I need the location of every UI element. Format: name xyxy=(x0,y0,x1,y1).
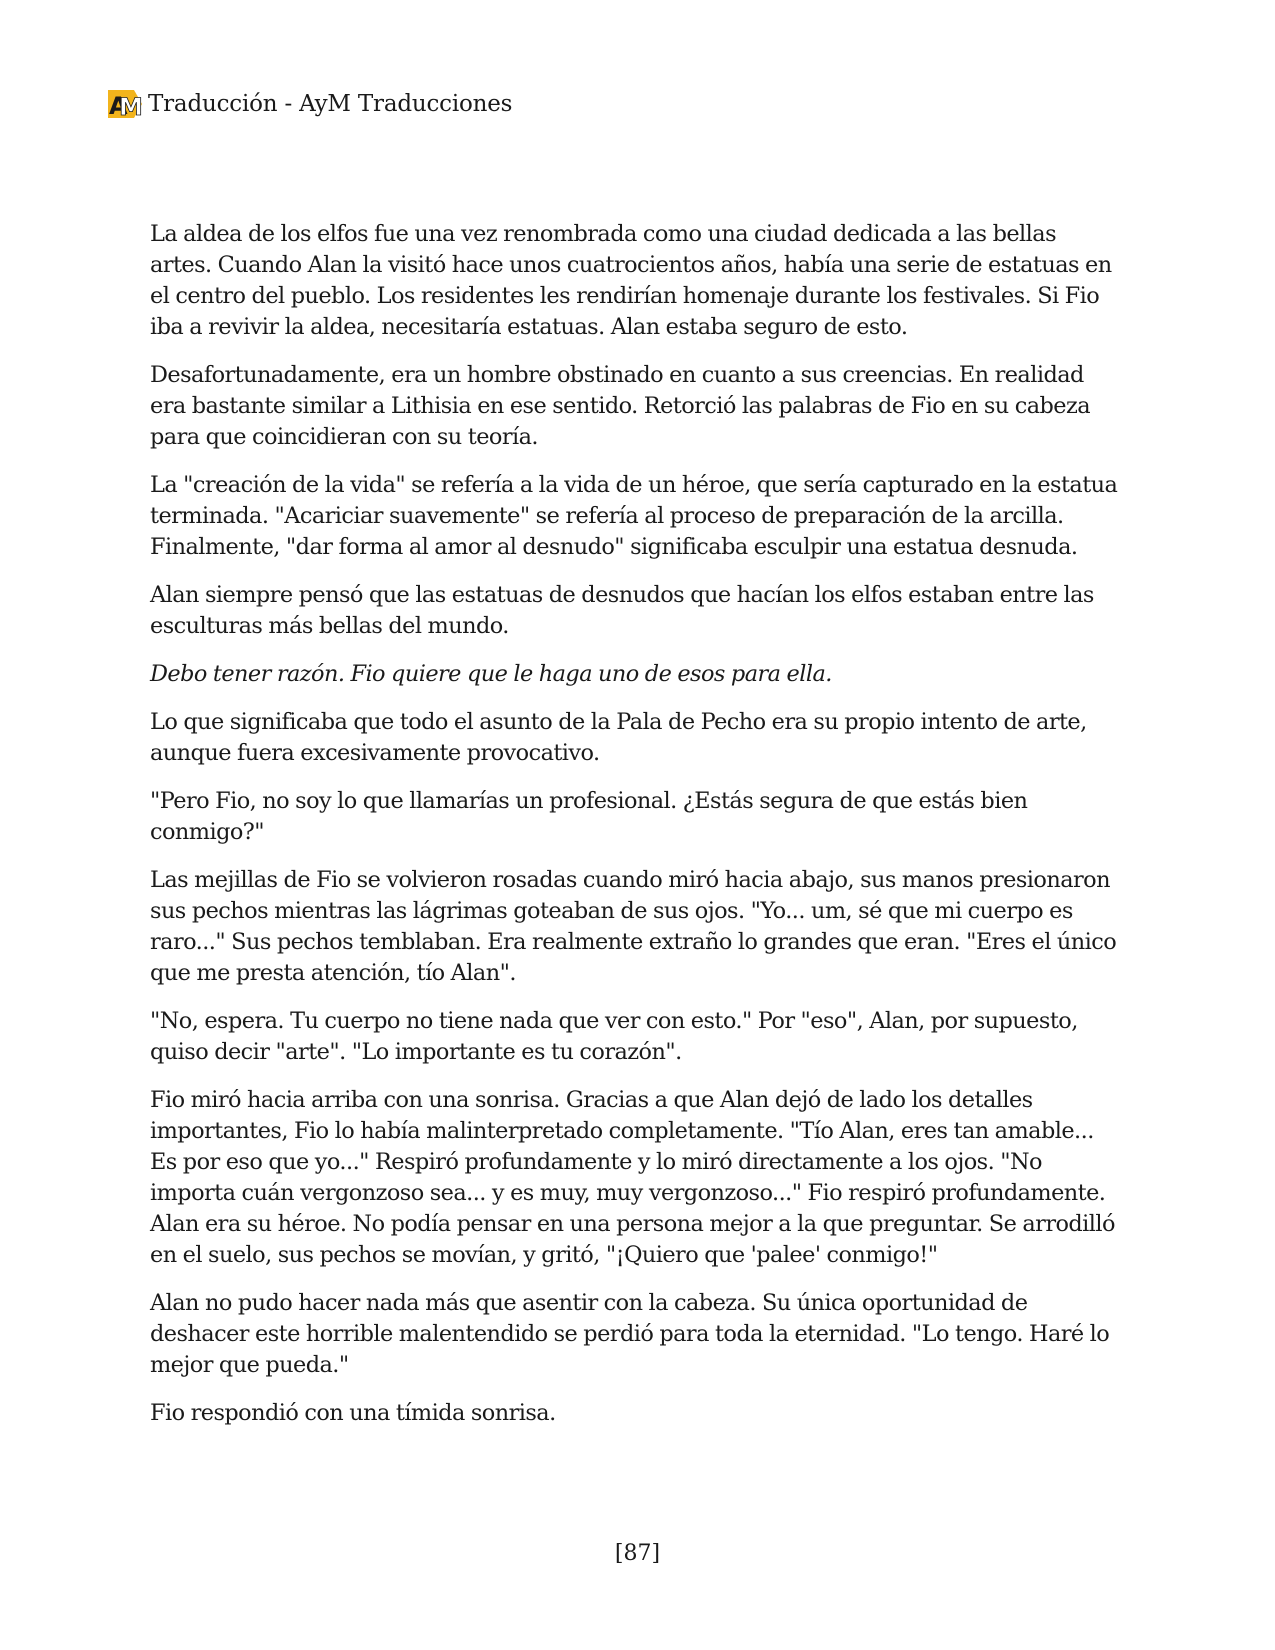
paragraph: La "creación de la vida" se refería a la vida de un héroe, que sería capturado en la estatua terminada. "Acariciar suavemente" se refería al proceso de preparación de la arcilla. Finalmente, "dar forma al amor al desnudo" significaba esculpir una estatua desnuda. xyxy=(150,472,1118,560)
paragraph: Las mejillas de Fio se volvieron rosadas cuando miró hacia abajo, sus manos presionaron sus pechos mientras las lágrimas goteaban de sus ojos. "Yo... um, sé que mi cuerpo es raro..." Sus pechos temblaban. Era realmente extraño lo grandes que eran. "Eres el único que me presta atención, tío Alan". xyxy=(150,867,1117,986)
page-body xyxy=(150,219,1122,1446)
paragraph: "No, espera. Tu cuerpo no tiene nada que ver con esto." Por "eso", Alan, por supuesto, quiso decir "arte". "Lo importante es tu corazón". xyxy=(150,1008,1078,1065)
paragraph: La aldea de los elfos fue una vez renombrada como una ciudad dedicada a las bellas artes. Cuando Alan la visitó hace unos cuatrocientos años, había una serie de estatuas en el centro del pueblo. Los residentes les rendirían homenaje durante los festivales. Si Fio iba a revivir la aldea, necesitaría estatuas. Alan estaba seguro de esto. xyxy=(150,221,1112,340)
aym-logo-icon xyxy=(104,88,144,120)
paragraph: Alan no pudo hacer nada más que asentir con la cabeza. Su única oportunidad de deshacer este horrible malentendido se perdió para toda la eternidad. "Lo tengo. Haré lo mejor que pueda." xyxy=(150,1290,1110,1378)
italic-thought-paragraph: Debo tener razón. Fio quiere que le haga uno de esos para ella. xyxy=(150,661,832,687)
paragraph: Alan siempre pensó que las estatuas de desnudos que hacían los elfos estaban entre las esculturas más bellas del mundo. xyxy=(150,582,1094,639)
paragraph: Fio miró hacia arriba con una sonrisa. Gracias a que Alan dejó de lado los detalles importantes, Fio lo había malinterpretado completamente. "Tío Alan, eres tan amable... Es por eso que yo..." Respiró profundamente y lo miró directamente a los ojos. "No importa cuán vergonzoso sea... y es muy, muy vergonzoso..." Fio respiró profundamente. Alan era su héroe. No podía pensar en una persona mejor a la que preguntar. Se arrodilló en el suelo, sus pechos se movían, y gritó, "¡Quiero que 'palee' conmigo!" xyxy=(150,1087,1115,1268)
header-title: Traducción - AyM Traducciones xyxy=(148,91,513,117)
paragraph: Lo que significaba que todo el asunto de la Pala de Pecho era su propio intento de arte, aunque fuera excesivamente provocativo. xyxy=(150,709,1087,766)
page-header xyxy=(104,88,512,120)
paragraph: Desafortunadamente, era un hombre obstinado en cuanto a sus creencias. En realidad era bastante similar a Lithisia en ese sentido. Retorció las palabras de Fio en su cabeza para que coincidieran con su teoría. xyxy=(150,362,1091,450)
page-number: [87] xyxy=(614,1541,661,1566)
svg-text:A: A xyxy=(109,92,122,120)
svg-text:M: M xyxy=(119,93,139,120)
paragraph: Fio respondió con una tímida sonrisa. xyxy=(150,1400,556,1426)
paragraph: "Pero Fio, no soy lo que llamarías un profesional. ¿Estás segura de que estás bien conmigo?" xyxy=(150,788,1028,845)
